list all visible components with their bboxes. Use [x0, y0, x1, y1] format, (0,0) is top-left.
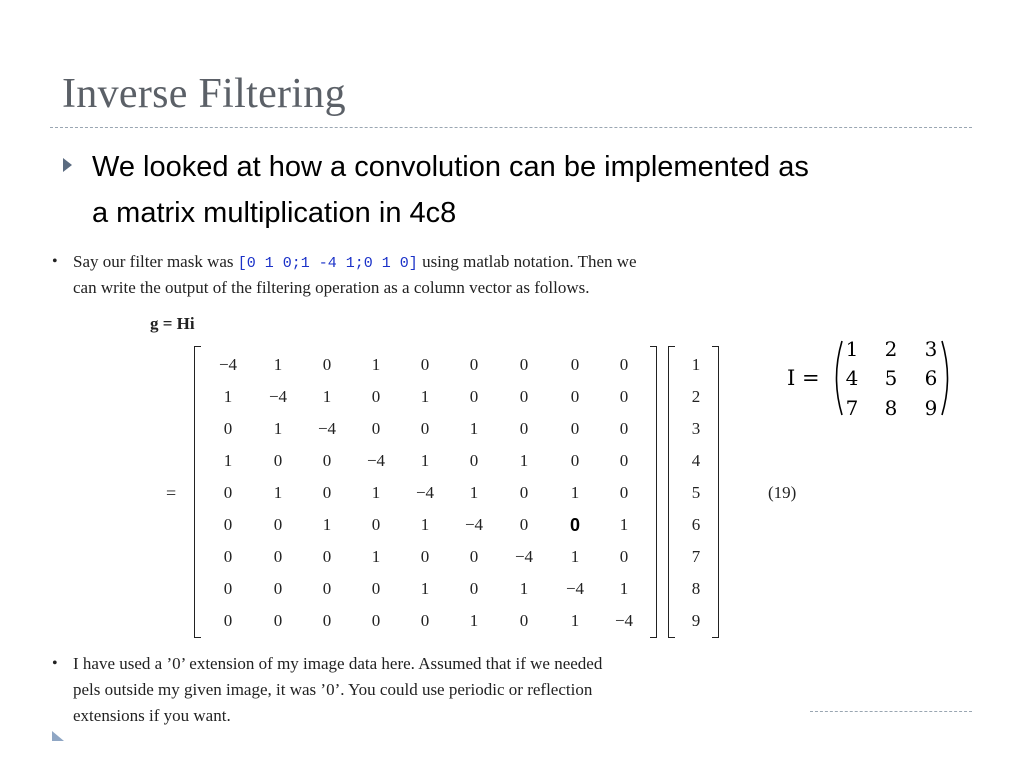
- matrix-h-cell: 0: [322, 547, 332, 566]
- matrix-h-cell: 0: [519, 611, 529, 630]
- vector-i-cell: 4: [691, 451, 701, 470]
- matrix-h-cell: 1: [519, 579, 529, 598]
- matrix-h-cell: 0: [619, 547, 629, 566]
- matrix-h-cell: 0: [619, 355, 629, 374]
- matrix-h-cell: 0: [619, 451, 629, 470]
- matrix-h-cell: 0: [371, 387, 381, 406]
- matrix-h-cell: 0: [322, 355, 332, 374]
- vector-i-cell: 9: [691, 611, 701, 630]
- matrix-h-cell: −4: [565, 579, 585, 598]
- matrix-h-cell: 0: [223, 579, 233, 598]
- matrix-h-cell: 1: [223, 387, 233, 406]
- equals-sign: =: [166, 483, 177, 503]
- matrix-h-right-bracket: [650, 346, 657, 638]
- vector-i-cell: 1: [691, 355, 701, 374]
- matrix-h-cell: −4: [366, 451, 386, 470]
- matrix-h-cell: 1: [322, 387, 332, 406]
- matrix-h-cell: 1: [273, 355, 283, 374]
- matrix-h-cell: 0: [223, 611, 233, 630]
- image-matrix-cell: 8: [884, 396, 898, 420]
- vector-i-cell: 8: [691, 579, 701, 598]
- matrix-h-cell: 1: [420, 515, 430, 534]
- matrix-h-cell: 0: [519, 515, 529, 534]
- matrix-h-cell: 1: [371, 483, 381, 502]
- matrix-h-cell: 0: [223, 547, 233, 566]
- matrix-h-cell: 1: [619, 579, 629, 598]
- image-matrix-label: I =: [787, 366, 820, 390]
- matrix-h-cell: 0: [619, 387, 629, 406]
- matrix-h-cell: 0: [519, 483, 529, 502]
- matrix-h-cell: 1: [420, 579, 430, 598]
- paper-p2-line1: I have used a ’0’ extension of my image data here. Assumed that if we needed: [73, 654, 603, 673]
- matrix-h-cell: 1: [570, 611, 580, 630]
- matrix-h-cell: 0: [371, 515, 381, 534]
- matrix-h-cell: 0: [570, 355, 580, 374]
- p1-text-post: using matlab notation. Then we: [417, 252, 637, 271]
- paper-bullet-2: •: [52, 655, 58, 672]
- matrix-h-cell: 1: [469, 419, 479, 438]
- paper-p2-line2: pels outside my given image, it was ’0’. You could use periodic or reflection: [73, 680, 593, 699]
- slide-title: Inverse Filtering: [62, 71, 346, 117]
- matrix-h-cell: 0: [420, 355, 430, 374]
- matrix-h-cell: 0: [570, 419, 580, 438]
- matrix-h-cell: −4: [464, 515, 484, 534]
- matrix-h-cell: −4: [614, 611, 634, 630]
- matrix-h-cell: 0: [469, 451, 479, 470]
- matrix-h-cell: 0: [371, 419, 381, 438]
- matrix-h-cell: −4: [268, 387, 288, 406]
- matrix-h-cell: 1: [420, 451, 430, 470]
- matrix-h-cell: 0: [273, 547, 283, 566]
- title-divider: [50, 127, 972, 128]
- image-matrix-cell: 3: [924, 337, 938, 361]
- paper-p1-line1: [73, 252, 637, 272]
- matrix-h-cell: 0: [519, 387, 529, 406]
- matrix-h-cell: −4: [415, 483, 435, 502]
- image-matrix-right-paren: [940, 339, 954, 417]
- vector-i-cell: 5: [691, 483, 701, 502]
- matrix-h-cell: 0: [569, 515, 580, 535]
- matrix-h-cell: 0: [322, 579, 332, 598]
- image-matrix-cell: 4: [845, 366, 859, 390]
- corner-triangle-icon: [52, 731, 64, 741]
- matrix-h-left-bracket: [194, 346, 201, 638]
- bullet-line-2: a matrix multiplication in 4c8: [92, 197, 457, 229]
- matrix-h-cell: 0: [469, 579, 479, 598]
- matrix-h-cell: 0: [322, 611, 332, 630]
- matrix-h-cell: 1: [619, 515, 629, 534]
- matrix-h-cell: −4: [317, 419, 337, 438]
- matrix-h-cell: 0: [322, 451, 332, 470]
- matrix-h-cell: 1: [371, 355, 381, 374]
- matrix-h-cell: 0: [223, 515, 233, 534]
- equation-lhs: g = Hi: [150, 314, 195, 333]
- matrix-h-cell: 0: [469, 355, 479, 374]
- vector-i-cell: 6: [691, 515, 701, 534]
- matrix-h-cell: 0: [469, 547, 479, 566]
- image-matrix-cell: 7: [845, 396, 859, 420]
- bullet-text: [92, 144, 972, 236]
- matrix-h-cell: 1: [322, 515, 332, 534]
- paper-p2-line3: extensions if you want.: [73, 706, 231, 725]
- matrix-h-cell: 1: [469, 611, 479, 630]
- matrix-h-cell: 1: [570, 547, 580, 566]
- image-matrix-cell: 6: [924, 366, 938, 390]
- matrix-h-cell: 1: [420, 387, 430, 406]
- matrix-h-cell: 0: [223, 483, 233, 502]
- matrix-h-cell: 1: [273, 419, 283, 438]
- p1-text-pre: Say our filter mask was: [73, 252, 238, 271]
- matrix-h-cell: 0: [223, 419, 233, 438]
- matrix-h-cell: 0: [371, 611, 381, 630]
- matrix-h-cell: 0: [420, 547, 430, 566]
- vector-i-cell: 3: [691, 419, 701, 438]
- matrix-h-cell: 0: [273, 515, 283, 534]
- matrix-h-cell: 0: [519, 419, 529, 438]
- vector-i-cell: 7: [691, 547, 701, 566]
- matrix-h-cell: 0: [519, 355, 529, 374]
- matrix-h-cell: 0: [371, 579, 381, 598]
- filter-mask-code: [0 1 0;1 -4 1;0 1 0]: [237, 255, 418, 272]
- bottom-divider: [810, 711, 972, 712]
- matrix-h-cell: 0: [273, 579, 283, 598]
- matrix-h-cell: 0: [570, 387, 580, 406]
- bullet-line-1: We looked at how a convolution can be implemented as: [92, 151, 809, 183]
- matrix-h-cell: 1: [273, 483, 283, 502]
- paper-p1-line2: can write the output of the filtering operation as a column vector as follows.: [73, 278, 590, 297]
- matrix-h-cell: 0: [469, 387, 479, 406]
- matrix-h-cell: 0: [420, 419, 430, 438]
- matrix-h-cell: 0: [322, 483, 332, 502]
- image-matrix-cell: 9: [924, 396, 938, 420]
- matrix-h-cell: −4: [218, 355, 238, 374]
- matrix-h-cell: 1: [371, 547, 381, 566]
- matrix-h-cell: −4: [514, 547, 534, 566]
- bullet-arrow-icon: [63, 158, 72, 172]
- vector-i-cell: 2: [691, 387, 701, 406]
- paper-bullet-1: •: [52, 253, 58, 270]
- image-matrix-cell: 5: [884, 366, 898, 390]
- matrix-h-cell: 0: [570, 451, 580, 470]
- image-matrix-cell: 1: [845, 337, 859, 361]
- matrix-h-cell: 1: [469, 483, 479, 502]
- matrix-h-cell: 0: [619, 483, 629, 502]
- matrix-h-cell: 0: [273, 611, 283, 630]
- matrix-h-cell: 1: [570, 483, 580, 502]
- matrix-h-cell: 0: [273, 451, 283, 470]
- equation-number: (19): [768, 483, 797, 502]
- matrix-h-cell: 1: [223, 451, 233, 470]
- image-matrix-cell: 2: [884, 337, 898, 361]
- matrix-h-cell: 1: [519, 451, 529, 470]
- matrix-h-cell: 0: [619, 419, 629, 438]
- matrix-h-cell: 0: [420, 611, 430, 630]
